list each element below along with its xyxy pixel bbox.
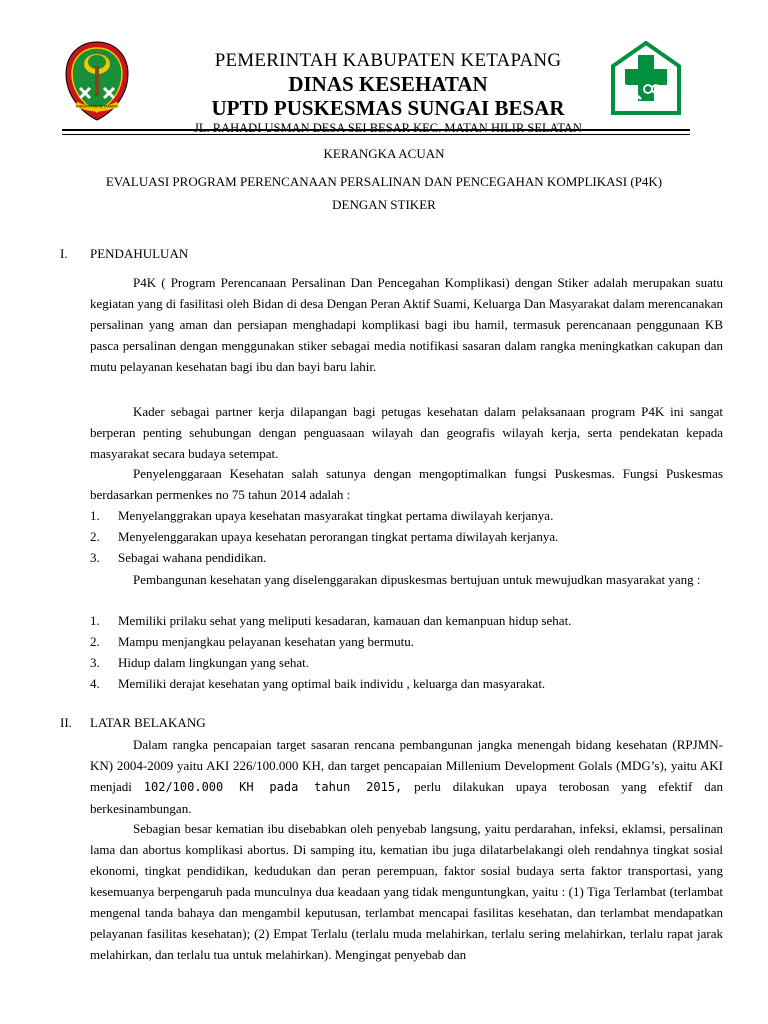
- paragraph-text: Sebagian besar kematian ibu disebabkan oleh penyebab langsung, yaitu perdarahan, infeksi, eklamsi, persalinan lama dan abortus komplikasi abortus. Di samping itu, kematian ibu juga dilatarbelakangi oleh rendahnya tingkat sosial ekonomi, tingkat pendidikan, kedudukan dan peran perempuan, faktor sosial budaya serta faktor transportasi, yang kesemuanya berpengaruh pada munculnya dua keadaan yang tidak menguntungkan, yaitu : (1) Tiga Terlambat (terlambat mengenal tanda bahaya dan mengambil keputusan, terlambat mencapai fasilitas kesehatan, dan terlambat mendapatkan pelayanan fasilitas kesehatan); (2) Empat Terlalu (terlalu muda melahirkan, terlalu sering melahirkan, terlalu rapat jarak melahirkan, dan terlalu tua untuk melahirkan). Mengingat penyebab dan: [90, 821, 723, 962]
- list-text: Memiliki derajat kesehatan yang optimal baik individu , keluarga dan masyarakat.: [118, 676, 546, 691]
- paragraph-text: Dalam rangka pencapaian target sasaran rencana pembangunan jangka menengah bidang kesehatan (RPJMN-KN) 2004-2009 yaitu AKI 226/100.000 KH, dan target pencapaian Millenium Development Golals (MDG’s), yaitu AKI menjadi: [90, 737, 723, 794]
- list-item: [90, 610, 723, 631]
- address: JL. RAHADI USMAN DESA SEI BESAR KEC. MATAN HILIR SELATAN: [194, 121, 582, 135]
- document-subtitle: EVALUASI PROGRAM PERENCANAAN PERSALINAN DAN PENCEGAHAN KOMPLIKASI (P4K): [105, 174, 663, 189]
- letterhead: [150, 50, 626, 136]
- letterhead-rule-thick: [62, 129, 690, 131]
- agency-name: DINAS KESEHATAN: [288, 72, 488, 96]
- list-text: Menyelenggarakan upaya kesehatan perorangan tingkat pertama diwilayah kerjanya.: [118, 529, 559, 544]
- section-1-paragraph-4: [90, 569, 723, 590]
- list-item: [90, 673, 723, 694]
- paragraph-text-mono: 102/100.000 KH pada tahun 2015,: [143, 780, 403, 794]
- paragraph-text: Penyelenggaraan Kesehatan salah satunya dengan mengoptimalkan fungsi Puskesmas. Fungsi Puskesmas berdasarkan permenkes no 75 tahun 2014 adalah :: [90, 466, 723, 502]
- list-number: 3.: [90, 655, 100, 670]
- ketapang-regency-emblem-icon: [62, 40, 132, 122]
- list-text: Hidup dalam lingkungan yang sehat.: [118, 655, 309, 670]
- section-2-paragraph-1: [90, 734, 723, 819]
- list-text: Memiliki prilaku sehat yang meliputi kesadaran, kamauan dan kemanpuan hidup sehat.: [118, 613, 572, 628]
- list-text: Mampu menjangkau pelayanan kesehatan yang bermutu.: [118, 634, 415, 649]
- list-number: 1.: [90, 508, 100, 523]
- government-name: PEMERINTAH KABUPATEN KETAPANG: [214, 50, 562, 71]
- section-2-heading: LATAR BELAKANG: [90, 715, 206, 730]
- section-1-heading: PENDAHULUAN: [90, 246, 189, 261]
- puskesmas-function-list: [90, 505, 723, 568]
- document-subtitle-2: DENGAN STIKER: [332, 197, 436, 212]
- document-title: KERANGKA ACUAN: [323, 146, 445, 161]
- section-2-number: II.: [60, 715, 72, 730]
- list-item: [90, 631, 723, 652]
- paragraph-text: P4K ( Program Perencanaan Persalinan Dan Pencegahan Komplikasi) dengan Stiker adalah merupakan suatu kegiatan yang di fasilitasi oleh Bidan di desa Dengan Peran Aktif Suami, Keluarga Dan Masyarakat dalam merencanakan persalinan yang aman dan persiapan menghadapi komplikasi bagi ibu hamil, termasuk perencanaan penggunaan KB pasca persalinan dengan menggunakan stiker sebagai media notifikasi sasaran dalam rangka meningkatkan cakupan dan mutu pelayanan kesehatan bagi ibu dan bayi baru lahir.: [90, 275, 723, 374]
- list-item: [90, 547, 723, 568]
- list-text: Menyelanggrakan upaya kesehatan masyarakat tingkat pertama diwilayah kerjanya.: [118, 508, 554, 523]
- letterhead-rule-thin: [62, 134, 690, 135]
- list-text: Sebagai wahana pendidikan.: [118, 550, 267, 565]
- paragraph-text: perlu dilakukan upaya terobosan yang efektif dan berkesinambungan.: [90, 779, 723, 816]
- list-item: [90, 526, 723, 547]
- list-number: 3.: [90, 550, 100, 565]
- list-item: [90, 652, 723, 673]
- section-1-paragraph-2: [90, 401, 723, 464]
- healthy-community-list: [90, 610, 723, 694]
- section-1-paragraph-1: [90, 272, 723, 377]
- list-item: [90, 505, 723, 526]
- list-number: 2.: [90, 529, 100, 544]
- unit-name: UPTD PUSKESMAS SUNGAI BESAR: [211, 96, 565, 120]
- list-number: 1.: [90, 613, 100, 628]
- section-1-paragraph-3: [90, 463, 723, 505]
- emblem-ribbon-text: KABUPATEN KETAPANG: [76, 104, 118, 109]
- list-number: 4.: [90, 676, 100, 691]
- list-number: 2.: [90, 634, 100, 649]
- section-2-paragraph-2: [90, 818, 723, 965]
- paragraph-text: Kader sebagai partner kerja dilapangan bagi petugas kesehatan dalam pelaksanaan program P4K ini sangat berperan penting sehubungan dengan penguasaan wilayah dan geografis wilayah kerja, serta pendekatan kepada masyarakat secara budaya setempat.: [90, 404, 723, 461]
- paragraph-text: Pembangunan kesehatan yang diselenggarakan dipuskesmas bertujuan untuk mewujudkan masyarakat yang :: [133, 572, 701, 587]
- section-1-number: I.: [60, 246, 68, 261]
